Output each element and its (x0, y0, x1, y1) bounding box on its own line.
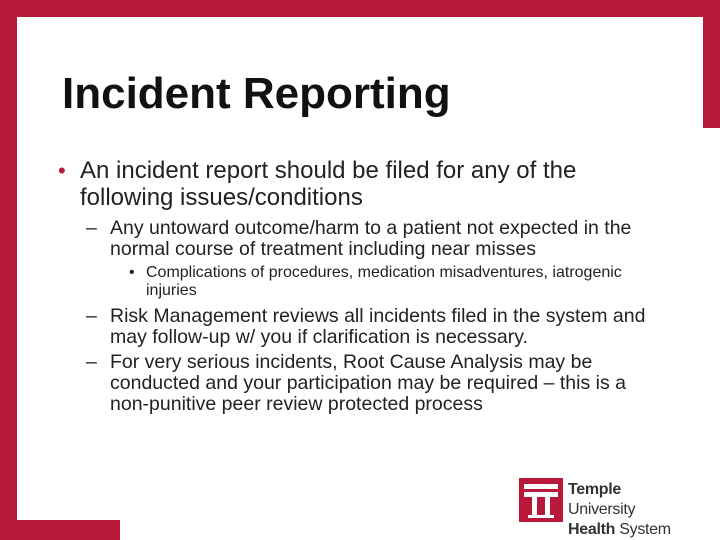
frame-top-bar (0, 0, 720, 17)
subbullet-item (86, 351, 668, 415)
bullet-marker: • (58, 158, 66, 183)
subbullet-item (86, 305, 668, 348)
bullet-marker: • (129, 264, 135, 281)
logo-line2-regular: System (615, 521, 671, 538)
subbullet-text: Risk Management reviews all incidents filed in the system and may follow-up w/ you if clarification is necessary. (110, 305, 646, 348)
slide-body (58, 157, 668, 419)
subbullet-text: For very serious incidents, Root Cause Analysis may be conducted and your participation may be required – this is a non-punitive peer review protected process (110, 351, 626, 415)
subsubbullet-text: Complications of procedures, medication misadventures, iatrogenic injuries (146, 264, 622, 299)
logo-line1-regular: University (568, 501, 636, 518)
dash-marker: – (86, 351, 97, 373)
temple-t-icon (519, 478, 563, 522)
bullet-text: An incident report should be filed for any of the following issues/conditions (80, 157, 577, 211)
temple-health-logo (519, 478, 689, 538)
frame-left-bar (0, 0, 17, 540)
dash-marker: – (86, 305, 97, 327)
slide-title: Incident Reporting (62, 69, 451, 118)
frame-right-bar (703, 0, 720, 128)
subsubbullet-item (129, 264, 668, 300)
subbullet-text: Any untoward outcome/harm to a patient not expected in the normal course of treatment including near misses (110, 217, 632, 260)
frame-bottom-bar (0, 520, 120, 540)
logo-wordmark (568, 480, 689, 540)
logo-line2-bold: Health (568, 521, 616, 538)
subbullet-item (86, 217, 668, 260)
dash-marker: – (86, 217, 97, 239)
bullet-item (58, 157, 668, 211)
logo-line1-bold: Temple (568, 481, 622, 498)
